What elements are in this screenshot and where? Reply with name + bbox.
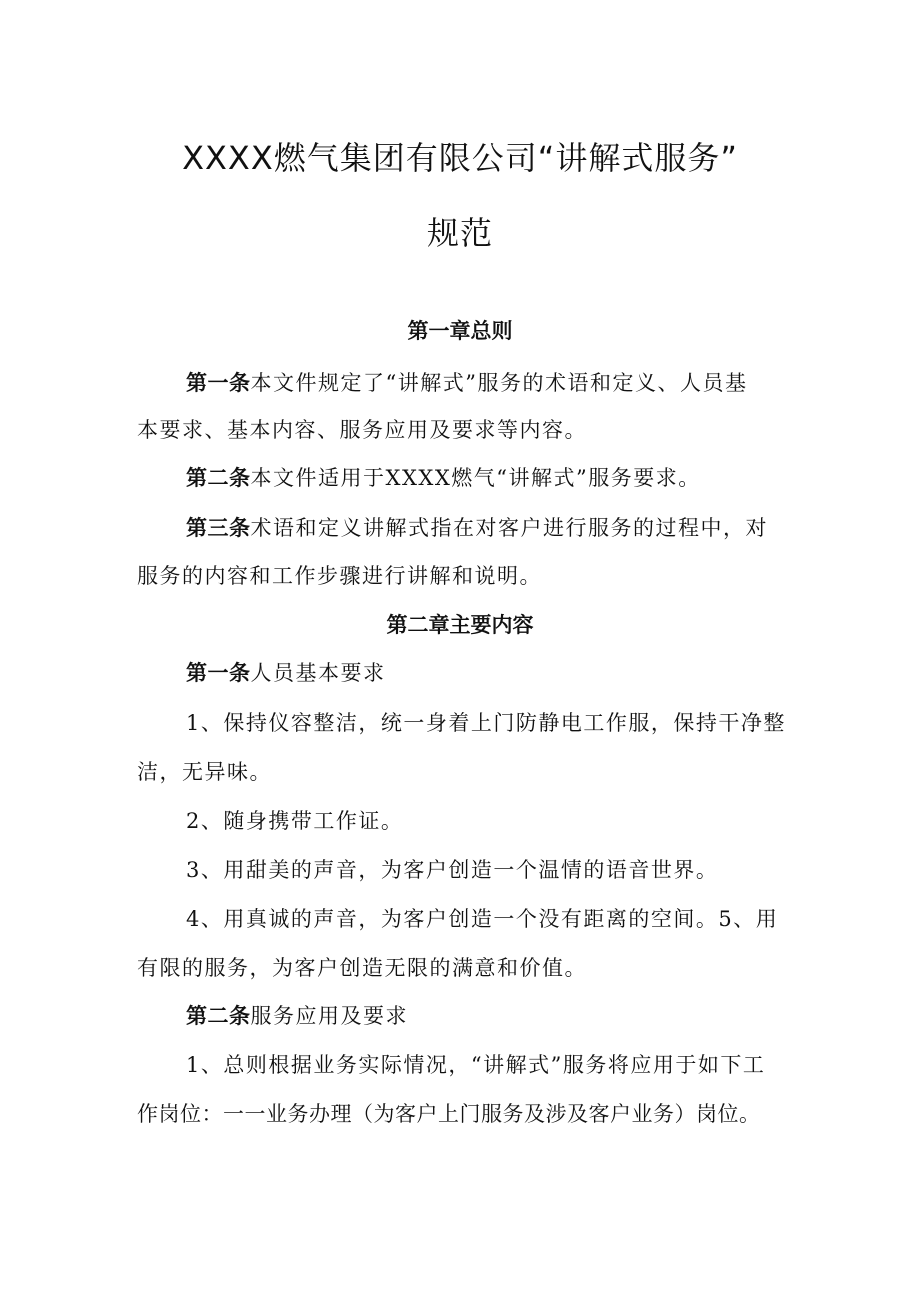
chapter-1-heading: 第一章总则: [407, 319, 513, 343]
article-text: 服务应用及要求: [250, 1004, 408, 1028]
list-item-3: 3、用甜美的声音，为客户创造一个温情的语音世界。: [186, 858, 719, 882]
list-item-5-continued: 作岗位：一一业务办理（为客户上门服务及涉及客户业务）岗位。: [137, 1102, 761, 1126]
list-item-5: 1、总则根据业务实际情况，“讲解式”服务将应用于如下工: [186, 1053, 766, 1077]
document-title-line-1: XXXX燃气集团有限公司“讲解式服务”: [182, 139, 738, 177]
document-title-line-2: 规范: [426, 214, 493, 252]
article-text: 本文件规定了“讲解式”服务的术语和定义、人员基: [250, 371, 748, 395]
list-item-1-continued: 洁，无异味。: [137, 760, 272, 784]
chapter-2-heading: 第二章主要内容: [386, 613, 534, 637]
chapter-2-article-2: [186, 1000, 797, 1030]
chapter-2-article-1: [186, 657, 797, 687]
article-label: 第一条: [186, 661, 251, 685]
chapter-1-article-3-continued: 服务的内容和工作步骤进行讲解和说明。: [137, 564, 542, 588]
article-label: 第三条: [186, 516, 251, 540]
list-item-2: 2、随身携带工作证。: [186, 809, 404, 833]
article-label: 第二条: [186, 1004, 251, 1028]
chapter-1-article-1-continued: 本要求、基本内容、服务应用及要求等内容。: [137, 418, 587, 442]
list-item-4-continued: 有限的服务，为客户创造无限的满意和价值。: [137, 956, 587, 980]
list-item-1: 1、保持仪容整洁，统一身着上门防静电工作服，保持干净整: [186, 711, 786, 735]
chapter-1-article-2: [186, 462, 797, 492]
chapter-1-article-1: [186, 367, 797, 397]
article-text: 人员基本要求: [250, 661, 386, 685]
list-item-4: 4、用真诚的声音，为客户创造一个没有距离的空间。5、用: [186, 907, 779, 931]
article-label: 第二条: [186, 466, 251, 490]
article-label: 第一条: [186, 371, 251, 395]
chapter-1-article-3: [186, 512, 797, 542]
article-text: 本文件适用于XXXX燃气“讲解式”服务要求。: [250, 466, 701, 490]
article-text: 术语和定义讲解式指在对客户进行服务的过程中，对: [250, 516, 768, 540]
